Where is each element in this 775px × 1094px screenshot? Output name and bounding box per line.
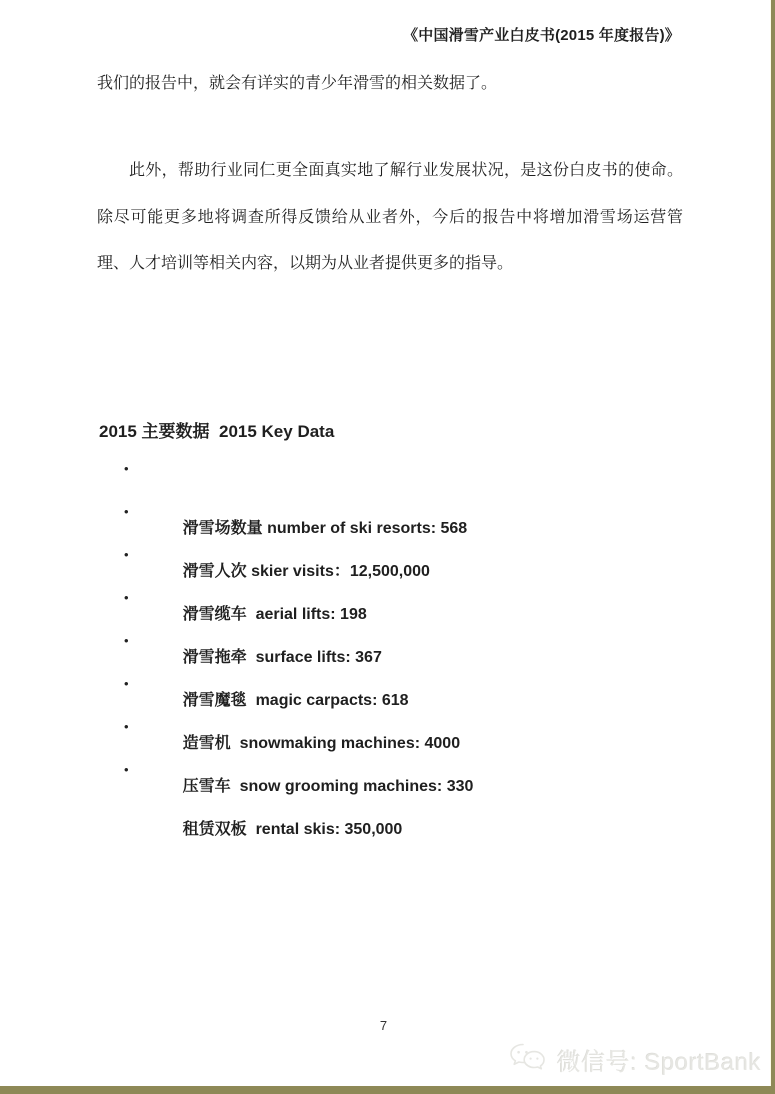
bullet-icon: • — [124, 590, 129, 605]
list-item-text: 租赁双板 rental skis: 350,000 — [182, 821, 403, 838]
page-border-right — [770, 0, 775, 1094]
list-item-text: 造雪机 snowmaking machines: 4000 — [182, 735, 461, 752]
list-item-skier-visits — [120, 497, 680, 580]
bullet-icon: • — [124, 719, 129, 734]
bullet-icon: • — [124, 504, 129, 519]
page-number: 7 — [379, 1018, 388, 1033]
watermark — [508, 1041, 761, 1078]
bullet-icon: • — [124, 461, 129, 476]
bullet-icon: • — [124, 676, 129, 691]
paragraph-intro: 我们的报告中，就会有详实的青少年滑雪的相关数据了。 — [97, 75, 498, 92]
page-border-bottom — [0, 1086, 775, 1094]
list-item-text: 滑雪拖牵 surface lifts: 367 — [182, 649, 382, 666]
list-item-aerial-lifts — [120, 540, 680, 623]
document-header-title: 《中国滑雪产业白皮书(2015 年度报告)》 — [403, 27, 680, 44]
watermark-text: 微信号: SportBank — [556, 1049, 761, 1076]
bullet-icon: • — [124, 762, 129, 777]
list-item-snow-grooming-machines — [120, 712, 680, 795]
list-item-surface-lifts — [120, 583, 680, 666]
wechat-icon — [508, 1041, 548, 1078]
list-item-text: 压雪车 snow grooming machines: 330 — [182, 778, 474, 795]
list-item-rental-skis — [120, 755, 680, 838]
list-item-snowmaking-machines — [120, 669, 680, 752]
key-data-list — [120, 454, 680, 838]
paragraph-mission: 此外，帮助行业同仁更全面真实地了解行业发展状况，是这份白皮书的使命。除尽可能更多地将调查所得反馈给从业者外，今后的报告中将增加滑雪场运营管理、人才培训等相关内容，以期为从业者提供更多的指导。 — [97, 162, 683, 272]
list-item-text: 滑雪人次 skier visits：12,500,000 — [182, 563, 430, 580]
list-item-ski-resorts — [120, 454, 680, 537]
list-item-text: 滑雪场数量 number of ski resorts: 568 — [182, 520, 468, 537]
bullet-icon: • — [124, 633, 129, 648]
list-item-text: 滑雪魔毯 magic carpacts: 618 — [182, 692, 409, 709]
list-item-magic-carpets — [120, 626, 680, 709]
list-item-text: 滑雪缆车 aerial lifts: 198 — [182, 606, 367, 623]
bullet-icon: • — [124, 547, 129, 562]
section-heading-key-data: 2015 主要数据 2015 Key Data — [99, 422, 335, 441]
